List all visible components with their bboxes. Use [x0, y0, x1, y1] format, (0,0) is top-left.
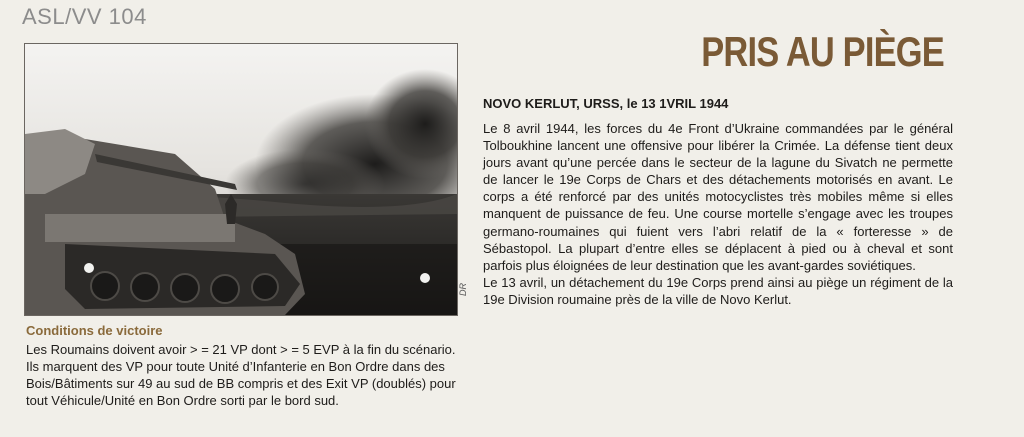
intro-paragraph: Le 13 avril, un détachement du 19e Corps prend ainsi au piège un régiment de la 19e Division roumaine près de la ville de Novo Kerlut. [483, 274, 953, 307]
victory-conditions-heading: Conditions de victoire [26, 323, 163, 338]
scenario-introduction [483, 120, 953, 308]
scenario-location: NOVO KERLUT, URSS, le 13 1VRIL 1944 [483, 96, 729, 111]
scenario-photo [24, 43, 458, 316]
scenario-title: PRIS AU PIÈGE [701, 28, 944, 75]
victory-conditions-text: Les Roumains doivent avoir > = 21 VP dont > = 5 EVP à la fin du scénario. Ils marquent des VP pour toute Unité d’Infanterie en Bon Ordre dans des Bois/Bâtiments sur 49 au sud de BB compris et des Exit VP (doublés) pour tout Véhicule/Unité en Bon Ordre sorti par le bord sud. [26, 342, 456, 408]
scenario-code: ASL/VV 104 [22, 4, 147, 29]
photo-illustration [25, 44, 457, 315]
intro-paragraph: Le 8 avril 1944, les forces du 4e Front d’Ukraine commandées par le général Tolboukhine lancent une offensive pour libérer la Crimée. La défense tient deux jours avant qu’une percée dans le secteur de la lagune du Sivatch ne permette de lancer le 19e Corps de Chars et des détachements motorisés en avant. Le corps a été renforcé par des unités motocyclistes très mobiles même si elles manquent de puissance de feu. Une course mortelle s’engage avec les troupes germano-roumaines qui fuient vers l’abri relatif de la « forteresse » de Sébastopol. La plupart d’entre elles se déplacent à pied ou à cheval et sont parfois plus éloignées de leur destination que les avant-gardes soviétiques. [483, 121, 953, 273]
photo-credit: DR [458, 283, 468, 296]
